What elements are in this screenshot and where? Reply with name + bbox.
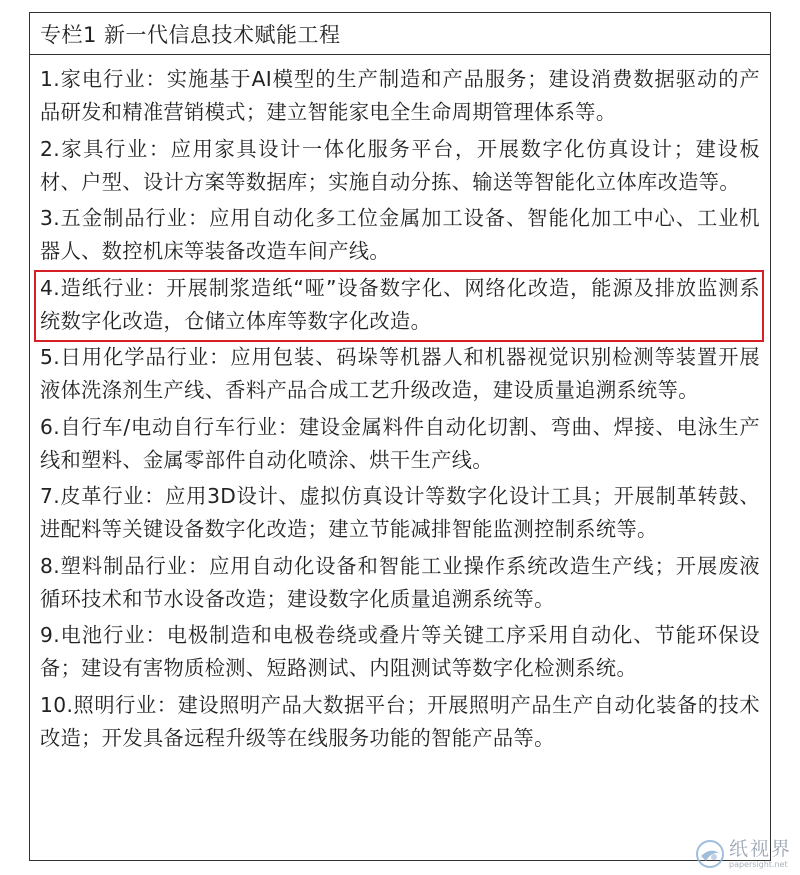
list-item-daily-chemicals: 5.日用化学品行业：应用包装、码垛等机器人和机器视觉识别检测等装置开展液体洗涤剂生产线、香料产品合成工艺升级改造，建设质量追溯系统等。 bbox=[40, 345, 760, 402]
watermark-name: 纸视界 bbox=[728, 837, 792, 860]
item-list bbox=[30, 55, 770, 755]
list-item-batteries: 9.电池行业：电极制造和电极卷绕或叠片等关键工序采用自动化、节能环保设备；建设有害物质检测、短路测试、内阻测试等数字化检测系统。 bbox=[40, 623, 760, 680]
list-item-bicycles: 6.自行车/电动自行车行业：建设金属料件自动化切割、弯曲、焊接、电泳生产线和塑料、金属零部件自动化喷涂、烘干生产线。 bbox=[40, 414, 760, 472]
column-box bbox=[29, 12, 771, 861]
list-item-leather: 7.皮革行业：应用3D设计、虚拟仿真设计等数字化设计工具；开展制革转鼓、进配料等关键设备数字化改造；建立节能减排智能监测控制系统等。 bbox=[40, 484, 760, 541]
watermark-url: papersight.net bbox=[728, 859, 788, 869]
column-title: 专栏1 新一代信息技术赋能工程 bbox=[30, 13, 770, 55]
list-item-furniture: 2.家具行业：应用家具设计一体化服务平台，开展数字化仿真设计；建设板材、户型、设计方案等数据库；实施自动分拣、输送等智能化立体库改造等。 bbox=[40, 136, 760, 194]
list-item-papermaking-highlighted: 4.造纸行业：开展制浆造纸“哑”设备数字化、网络化改造，能源及排放监测系统数字化改造，仓储立体库等数字化改造。 bbox=[40, 272, 760, 338]
list-item-plastics: 8.塑料制品行业：应用自动化设备和智能工业操作系统改造生产线；开展废液循环技术和节水设备改造；建设数字化质量追溯系统等。 bbox=[40, 553, 760, 611]
watermark bbox=[695, 839, 792, 869]
list-item-lighting: 10.照明行业：建设照明产品大数据平台；开展照明产品生产自动化装备的技术改造；开发具备远程升级等在线服务功能的智能产品等。 bbox=[40, 692, 760, 750]
list-item-hardware: 3.五金制品行业：应用自动化多工位金属加工设备、智能化加工中心、工业机器人、数控机床等装备改造车间产线。 bbox=[40, 206, 760, 263]
list-item-appliances: 1.家电行业：实施基于AI模型的生产制造和产品服务；建设消费数据驱动的产品研发和精准营销模式；建立智能家电全生命周期管理体系等。 bbox=[40, 67, 760, 124]
papersight-logo-icon bbox=[695, 839, 725, 869]
